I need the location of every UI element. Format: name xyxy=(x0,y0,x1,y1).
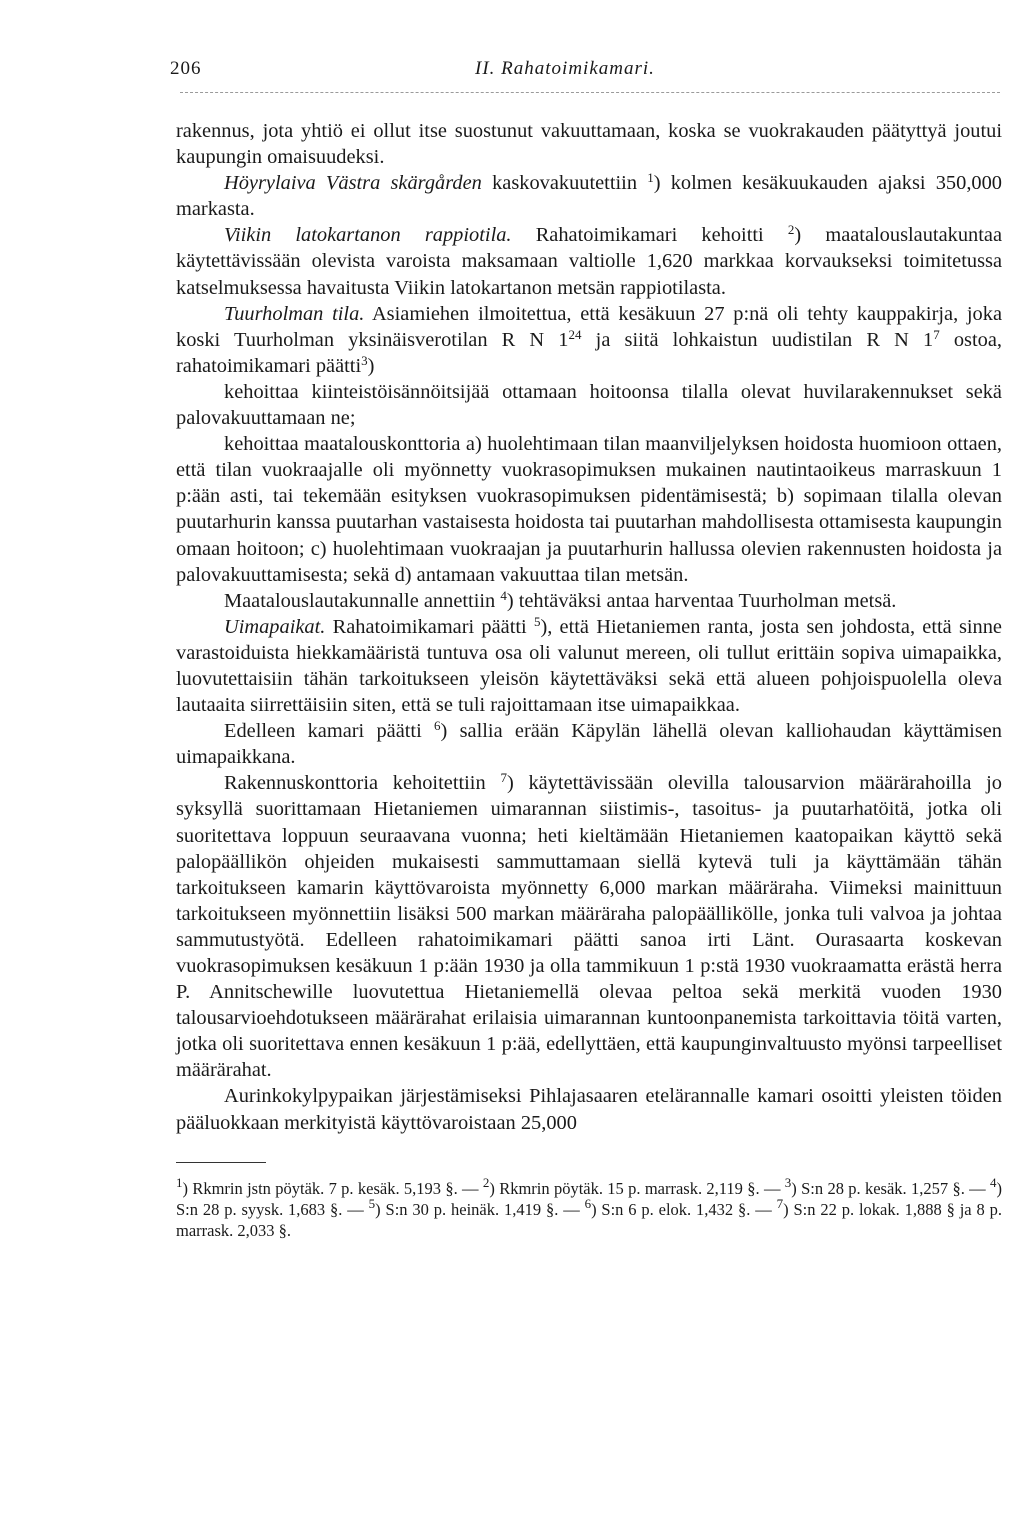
text-run: ) maatalouslautakuntaa käytettävissään olevista varoista maksamaan valtiolle 1,620 markkaa korvaukseksi toimitetussa katselmuksessa havaitusta Viikin latokartanon metsän rappiotilasta. xyxy=(176,224,1002,299)
section-heading: Tuurholman tila. xyxy=(224,302,365,325)
footnote-marker: 5 xyxy=(533,613,541,629)
footnotes xyxy=(176,1175,1002,1241)
paragraph xyxy=(176,614,1002,718)
text-run: ), että Hietaniemen ranta, josta sen johdosta, että sinne varastoiduista hiekkamääristä tuntuva osa oli valunut mereen, oli tullut erittäin sopiva uimapaikka, luovutettaisiin tähän tarkoitukseen yleisön käytettäväksi sekä että alueen pohjoispuolella oleva lautaaita siirrettäisiin siten, että se tuli rajoittamaan itse uimapaikkaa. xyxy=(176,615,1002,717)
text-run: ) S:n 28 p. syysk. 1,683 §. — xyxy=(176,1179,1002,1219)
footnote-marker: 2 xyxy=(482,1175,490,1190)
section-heading: Viikin latokartanon rappiotila. xyxy=(224,224,512,247)
body-text xyxy=(176,118,1002,1136)
paragraph xyxy=(176,431,1002,588)
paragraph xyxy=(176,718,1002,770)
text-run: kehoittaa maatalouskonttoria a) huolehtimaan tilan maanviljelyksen hoidosta huomioon ottaen, että tilan vuokraajalle oli myönnetty vuokrasopimuksen mukainen nautintaoikeus marraskuun 1 p:ään asti, tai tekemään esityksen vuokrasopimuksen pidentämisestä; b) sopimaan tilalla olevan puutarhurin kanssa puutarhan vastaisesta hoidosta tai puutarhan mahdollisesta ottamisesta kaupungin omaan hoitoon; c) huolehtimaan vuokraajan ja puutarhurin hallussa olevien rakennusten hoidosta ja palovakuuttamisesta; sekä d) antamaan vakuuttaa tilan metsän. xyxy=(176,433,1002,586)
text-run: ) Rkmrin pöytäk. 15 p. marrask. 2,119 §. — xyxy=(489,1179,785,1198)
paragraph xyxy=(176,301,1002,379)
text-run: ) tehtäväksi antaa harventaa Tuurholman metsä. xyxy=(506,589,897,612)
text-run: Maatalouslautakunnalle annettiin xyxy=(224,589,501,612)
footnote-marker: 1 xyxy=(647,170,654,186)
text-run: kehoittaa kiinteistöisännöitsijää ottamaan hoitoonsa tilalla olevat huvilarakennukset sekä palovakuuttamaan ne; xyxy=(176,380,1002,430)
paragraph xyxy=(176,222,1002,300)
text-run: ) S:n 6 p. elok. 1,432 §. — xyxy=(591,1200,777,1219)
text-run: Edelleen kamari päätti xyxy=(224,720,435,743)
header-rule xyxy=(180,92,1000,93)
text-run: ) S:n 22 p. lokak. 1,888 § ja 8 p. marrask. 2,033 §. xyxy=(176,1200,1002,1240)
text-run: kaskovakuutettiin xyxy=(481,172,648,195)
section-heading: Höyrylaiva Västra skärgården xyxy=(224,172,482,195)
text-run: ) S:n 30 p. heinäk. 1,419 §. — xyxy=(375,1200,585,1219)
paragraph xyxy=(176,1083,1002,1135)
footnote-marker: 2 xyxy=(787,222,795,238)
text-run: ) xyxy=(367,354,375,377)
footnote-rule xyxy=(176,1162,266,1163)
text-run: ostoa, rahatoimikamari päätti xyxy=(176,328,1002,377)
text-run: rakennus, jota yhtiö ei ollut itse suostunut vakuuttamaan, koska se vuokrakauden päätyttyä joutui kaupungin omaisuudeksi. xyxy=(176,120,1002,169)
paragraph xyxy=(176,588,1002,614)
text-run: ) käytettävissään olevilla talousarvion määrärahoilla jo syksyllä suorittamaan Hietaniemen uimarannan siistimis-, tasoitus- ja puutarhatöitä, jotka oli suoritettava loppuun seuraavana vuonna; heti kieltämään Hietaniemen kaatopaikan käyttö sekä palopäällikön ohjeiden mukaisesti sammuttamaan siellä kytevä tuli ja käyttämään tähän tarkoitukseen kamarin käyttövaroista myönnetty 6,000 markan määräraha. Viimeksi mainittuun tarkoitukseen myönnettiin lisäksi 500 markan määräraha palopäällikölle, jonka tuli valvoa ja johtaa sammutustyötä. Edelleen rahatoimikamari päätti sanoa irti Länt. Ourasaarta koskevan vuokrasopimuksen kesäkuun 1 p:ään 1930 ja olla tammikuun 1 p:stä 1930 vuokraamatta erästä herra P. Annitschewille luovutettua Hietaniemellä olevaa peltoa sekä merkitä vuoden 1930 talousarvioehdotukseen määrärahat erilaisia uimarannan kuntoonpanemista tarkoittavia töitä varten, jotka oli suoritettava ennen kesäkuun 1 p:ää, edellyttäen, että kaupunginvaltuusto myönsi tarpeelliset määrärahat. xyxy=(176,772,1002,1082)
footnote-marker: 6 xyxy=(434,718,441,734)
footnote-marker: 6 xyxy=(584,1196,592,1211)
text-run: ) kolmen kesäkuukauden ajaksi 350,000 markasta. xyxy=(176,172,1003,221)
text-run: Rakennuskonttoria kehoitettiin xyxy=(224,772,501,795)
footnote-marker: 1 xyxy=(176,1175,183,1190)
footnote-marker: 7 xyxy=(776,1196,784,1211)
footnote-marker: 4 xyxy=(500,587,507,603)
footnote-marker: 3 xyxy=(784,1175,792,1190)
page-header xyxy=(170,58,1002,86)
text-run: Rahatoimikamari kehoitti xyxy=(511,224,788,247)
footnote-marker: 7 xyxy=(500,770,507,786)
paragraph xyxy=(176,379,1002,431)
text-run: ) Rkmrin jstn pöytäk. 7 p. kesäk. 5,193 §. — xyxy=(182,1179,483,1198)
section-heading: Uimapaikat. xyxy=(224,615,326,638)
page-number: 206 xyxy=(170,58,202,79)
text-run: Aurinkokylpypaikan järjestämiseksi Pihlajasaaren etelärannalle kamari osoitti yleisten töiden pääluokkaan merkityistä käyttövaroistaan 25,000 xyxy=(176,1085,1002,1134)
text-run: ja siitä lohkaistun uudistilan R N 1 xyxy=(581,328,934,351)
text-run: ) S:n 28 p. kesäk. 1,257 §. — xyxy=(791,1179,990,1198)
text-run: Rahatoimikamari päätti xyxy=(325,615,534,638)
running-title: II. Rahatoimikamari. xyxy=(475,58,655,79)
footnote-marker: 7 xyxy=(933,326,940,342)
paragraph xyxy=(176,170,1002,222)
footnote-marker: 5 xyxy=(368,1196,376,1211)
paragraph xyxy=(176,118,1002,170)
paragraph xyxy=(176,770,1002,1083)
text-run: Asiamiehen ilmoitettua, että kesäkuun 27 p:nä oli tehty kauppakirja, joka koski Tuurholman yksinäisverotilan R N 1 xyxy=(176,302,1002,351)
footnote-marker: 24 xyxy=(568,326,582,342)
text-run: ) sallia erään Käpylän lähellä olevan kalliohaudan käyttämisen uimapaikkana. xyxy=(176,720,1002,769)
footnote-marker: 4 xyxy=(990,1175,997,1190)
footnote-marker: 3 xyxy=(361,352,368,368)
